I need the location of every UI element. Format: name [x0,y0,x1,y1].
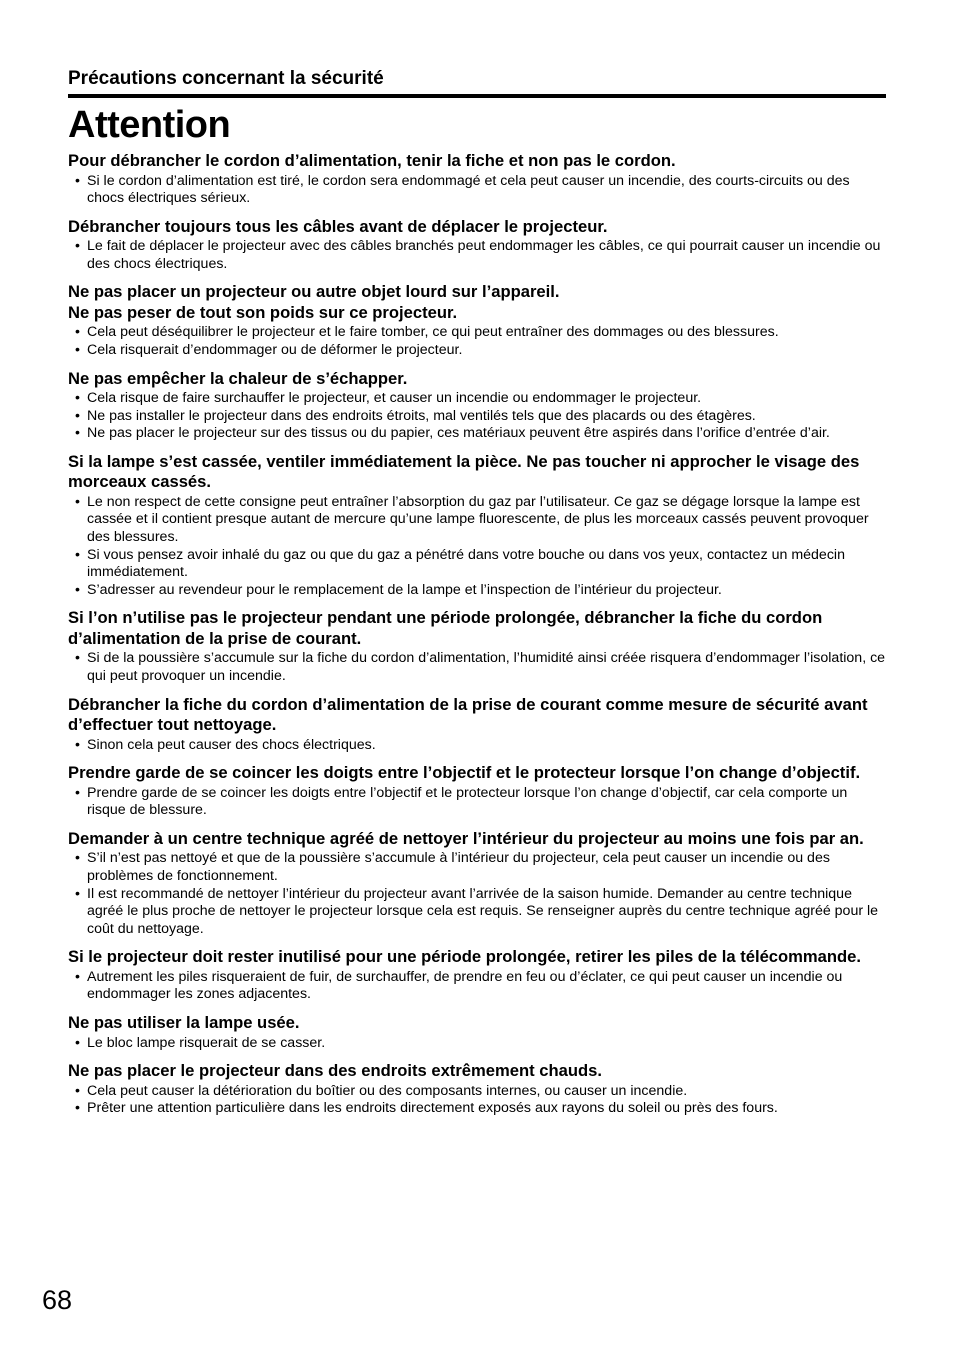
bullet-text: Si vous pensez avoir inhalé du gaz ou que du gaz a pénétré dans votre bouche ou dans vos yeux, contactez un médecin immédiatement. [87,546,845,581]
bullet-list [68,785,888,820]
bullet-text: Prendre garde de se coincer les doigts entre l’objectif et le protecteur lorsque l’on change d’objectif, car cela comporte un risque de blessure. [87,784,848,819]
bullet-text: Le non respect de cette consigne peut entraîner l’absorption du gaz par l’utilisateur. Ce gaz se dégage lorsque la lampe est cassée et il contient presque autant de mercure qu’une lampe fluorescente, de plus les morceaux cassés peuvent provoquer des blessures. [87,493,869,546]
precaution-item [68,369,888,443]
bullet-icon: • [75,784,80,801]
section-title: Précautions concernant la sécurité [68,68,384,89]
precaution-heading [68,217,888,238]
bullet-text: S’adresser au revendeur pour le remplacement de la lampe et l’inspection de l’intérieur du projecteur. [87,581,722,598]
bullet-item [68,850,888,885]
bullet-text: Cela peut déséquilibrer le projecteur et le faire tomber, ce qui peut entraîner des dommages ou des blessures. [87,324,779,341]
bullet-text: Le bloc lampe risquerait de se casser. [87,1034,326,1051]
heading-line: Ne pas placer un projecteur ou autre objet lourd sur l’appareil. [68,282,560,302]
bullet-list [68,494,888,600]
bullet-list [68,737,888,755]
bullet-item [68,1035,888,1053]
bullet-icon: • [75,324,80,341]
bullet-item [68,1083,888,1101]
heading-line: Si le projecteur doit rester inutilisé pour une période prolongée, retirer les piles de la télécommande. [68,947,862,967]
precautions-list [68,151,888,1127]
precaution-heading [68,947,888,968]
precaution-item [68,695,888,755]
bullet-list [68,173,888,208]
heading-line: Débrancher la fiche du cordon d’alimentation de la prise de courant comme mesure de sécurité avant d’effectuer tout nettoyage. [68,694,868,735]
bullet-item [68,582,888,600]
section-header [68,64,886,98]
precaution-heading [68,452,888,493]
bullet-list [68,969,888,1004]
bullet-item [68,969,888,1004]
bullet-text: Autrement les piles risqueraient de fuir, de surchauffer, de prendre en feu ou d’éclater, ce qui peut causer un incendie ou endommager les zones adjacentes. [87,968,843,1003]
bullet-icon: • [75,238,80,255]
bullet-icon: • [75,1082,80,1099]
bullet-item [68,650,888,685]
bullet-icon: • [75,407,80,424]
precaution-item [68,1013,888,1052]
bullet-text: Cela risquerait d’endommager ou de déformer le projecteur. [87,341,463,358]
bullet-item [68,425,888,443]
bullet-text: S’il n’est pas nettoyé et que de la poussière s’accumule à l’intérieur du projecteur, cela peut causer un incendie ou des problèmes de fonctionnement. [87,850,830,884]
bullet-icon: • [75,968,80,985]
bullet-list [68,238,888,273]
precaution-item [68,1061,888,1118]
heading-line: Si la lampe s’est cassée, ventiler immédiatement la pièce. Ne pas toucher ni approcher le visage des morceaux cassés. [68,451,860,492]
page-number: 68 [42,1285,73,1315]
page-title: Attention [68,104,231,146]
precaution-heading [68,829,888,850]
bullet-item [68,408,888,426]
bullet-icon: • [75,850,80,867]
heading-line: Demander à un centre technique agréé de nettoyer l’intérieur du projecteur au moins une fois par an. [68,828,864,848]
precaution-heading [68,369,888,390]
bullet-text: Cela peut causer la détérioration du boîtier ou des composants internes, ou causer un incendie. [87,1082,688,1099]
bullet-item [68,324,888,342]
heading-line: Débrancher toujours tous les câbles avant de déplacer le projecteur. [68,216,608,236]
bullet-list [68,850,888,938]
bullet-text: Le fait de déplacer le projecteur avec des câbles branchés peut endommager les câbles, ce qui pourrait causer un incendie ou des chocs électriques. [87,238,881,272]
bullet-text: Cela risque de faire surchauffer le projecteur, et causer un incendie ou endommager le projecteur. [87,390,702,407]
bullet-item [68,547,888,582]
bullet-icon: • [75,1034,80,1051]
bullet-text: Sinon cela peut causer des chocs électriques. [87,736,376,753]
heading-line: Si l’on n’utilise pas le projecteur pendant une période prolongée, débrancher la fiche du cordon d’alimentation de la prise de courant. [68,608,823,648]
precaution-heading [68,282,888,323]
bullet-list [68,1035,888,1053]
bullet-text: Il est recommandé de nettoyer l’intérieur du projecteur avant l’arrivée de la saison humide. Demander au centre technique agréé le plus proche de nettoyer le projecteur lorsque cela est requis. Se renseigner auprès du centre technique agréé pour le coût du nettoyage. [87,885,879,937]
bullet-icon: • [75,546,80,563]
bullet-icon: • [75,390,80,407]
bullet-item [68,886,888,939]
bullet-icon: • [75,172,80,189]
bullet-list [68,1083,888,1118]
precaution-item [68,452,888,600]
bullet-icon: • [75,1100,80,1117]
heading-line: Ne pas peser de tout son poids sur ce projecteur. [68,302,458,322]
precaution-item [68,947,888,1004]
heading-line: Prendre garde de se coincer les doigts entre l’objectif et le protecteur lorsque l’on change d’objectif. [68,763,861,783]
bullet-icon: • [75,493,80,510]
bullet-icon: • [75,581,80,598]
bullet-item [68,785,888,820]
bullet-icon: • [75,650,80,667]
precaution-item [68,217,888,274]
precaution-item [68,151,888,208]
bullet-icon: • [75,736,80,753]
precaution-item [68,763,888,820]
bullet-item [68,238,888,273]
bullet-icon: • [75,885,80,902]
precaution-heading [68,763,888,784]
precaution-heading [68,1013,888,1034]
bullet-text: Si de la poussière s’accumule sur la fiche du cordon d’alimentation, l’humidité ainsi créée risquera d’endommager l’isolation, ce qui peut provoquer un incendie. [87,650,886,684]
bullet-text: Prêter une attention particulière dans les endroits directement exposés aux rayons du soleil ou près des fours. [87,1100,778,1117]
precaution-item [68,282,888,359]
precaution-heading [68,151,888,172]
bullet-item [68,173,888,208]
bullet-text: Si le cordon d’alimentation est tiré, le cordon sera endommagé et cela peut causer un incendie, des courts-circuits ou des chocs électriques sérieux. [87,172,850,207]
bullet-text: Ne pas installer le projecteur dans des endroits étroits, mal ventilés tels que des placards ou des étagères. [87,407,756,424]
heading-line: Ne pas placer le projecteur dans des endroits extrêmement chauds. [68,1061,602,1081]
precaution-heading [68,695,888,736]
precaution-item [68,829,888,938]
bullet-list [68,650,888,685]
heading-line: Pour débrancher le cordon d’alimentation, tenir la fiche et non pas le cordon. [68,151,676,170]
precaution-heading [68,608,888,649]
bullet-icon: • [75,425,80,442]
precaution-item [68,608,888,685]
heading-line: Ne pas utiliser la lampe usée. [68,1013,300,1033]
bullet-text: Ne pas placer le projecteur sur des tissus ou du papier, ces matériaux peuvent être aspirés dans l’orifice d’entrée d’air. [87,425,830,442]
bullet-item [68,342,888,360]
bullet-item [68,737,888,755]
bullet-item [68,390,888,408]
bullet-item [68,494,888,547]
bullet-list [68,324,888,359]
heading-line: Ne pas empêcher la chaleur de s’échapper. [68,368,408,388]
precaution-heading [68,1061,888,1082]
bullet-list [68,390,888,443]
bullet-icon: • [75,341,80,358]
bullet-item [68,1100,888,1118]
